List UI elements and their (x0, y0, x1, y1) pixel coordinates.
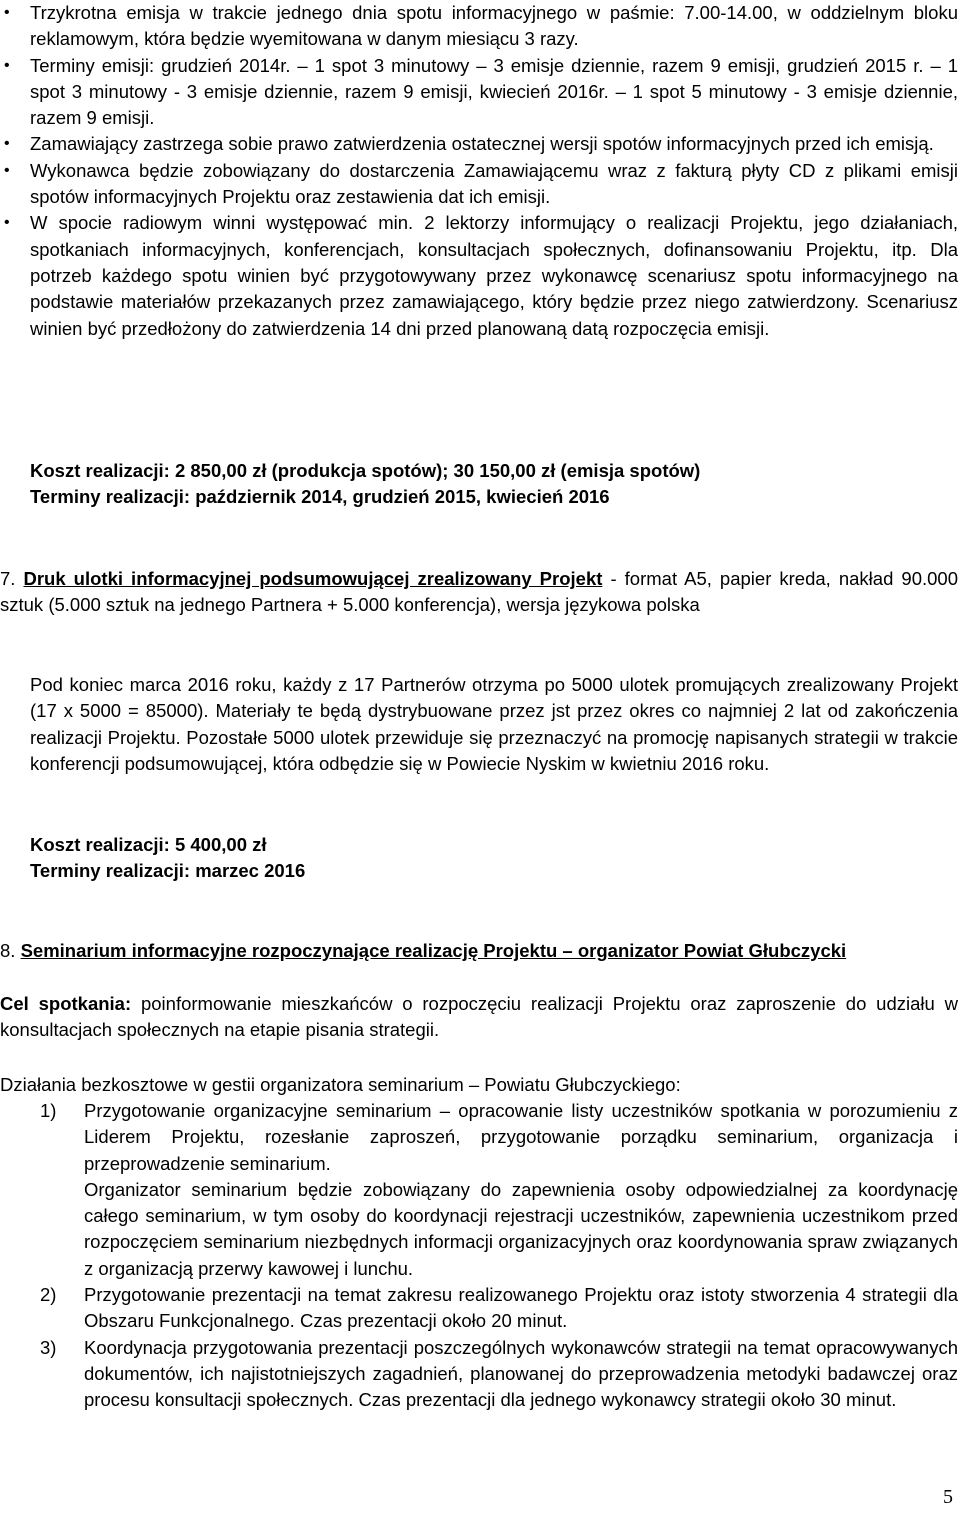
section7-heading (0, 566, 958, 619)
section7-number: 7. (0, 568, 16, 589)
bullet-item: • Trzykrotna emisja w trakcie jednego dnia spotu informacyjnego w paśmie: 7.00-14.00, w oddzielnym bloku reklamowym, która będzie wyemitowana w danym miesiącu 3 razy. (30, 0, 958, 53)
section6-cost: Koszt realizacji: 2 850,00 zł (produkcja spotów); 30 150,00 zł (emisja spotów) (30, 460, 701, 481)
section7-description: - format A5, papier kreda, nakład 90.000 sztuk (5.000 sztuk na jednego Partnera + 5.000 konferencja), wersja językowa polska (0, 568, 958, 616)
section7-paragraph: Pod koniec marca 2016 roku, każdy z 17 Partnerów otrzyma po 5000 ulotek promujących zrealizowany Projekt (17 x 5000 = 85000). Materiały te będą dystrybuowane przez jst przez okres co najmniej 2 lat od zakończenia realizacji Projektu. Pozostałe 5000 ulotek przewiduje się przeznaczyć na promocję napisanych strategii w trakcie konferencji podsumowującej, która odbędzie się w Powiecie Nyskim w kwietniu 2016 roku. (30, 674, 958, 774)
action-item-text: Przygotowanie organizacyjne seminarium – opracowanie listy uczestników spotkania w porozumieniu z Liderem Projektu, rozesłanie zaproszeń, przygotowanie porządku seminarium, organizacja i przeprowadzenie seminarium. (84, 1100, 958, 1174)
page-number: 5 (943, 1486, 953, 1508)
bullet-item: • Wykonawca będzie zobowiązany do dostarczenia Zamawiającemu wraz z fakturą płyty CD z plikami emisji spotów informacyjnych Projektu oraz zestawienia dat ich emisji. (30, 158, 958, 211)
action-item (40, 1282, 958, 1335)
section6-terms: Terminy realizacji: październik 2014, grudzień 2015, kwiecień 2016 (30, 486, 610, 507)
action-item-label: 1) (40, 1100, 57, 1121)
section8-heading (0, 938, 958, 964)
section7-cost: Koszt realizacji: 5 400,00 zł (30, 834, 267, 855)
section7-terms: Terminy realizacji: marzec 2016 (30, 860, 306, 881)
actions-intro: Działania bezkosztowe w gestii organizatora seminarium – Powiatu Głubczyckiego: (0, 1074, 681, 1095)
actions-list (40, 1098, 958, 1414)
action-item (40, 1335, 958, 1414)
action-item-text: Koordynacja przygotowania prezentacji poszczególnych wykonawców strategii na temat opracowywanych dokumentów, ich najistotniejszych zagadnień, planowanej do przeprowadzenia metodyki badawczej oraz procesu konsultacji społecznych. Czas prezentacji dla jednego wykonawcy strategii około 30 minut. (84, 1336, 958, 1411)
action-item (40, 1098, 958, 1282)
goal-label: Cel spotkania: (0, 993, 132, 1014)
section8-number: 8. (0, 940, 16, 961)
action-item-text: Przygotowanie prezentacji na temat zakresu realizowanego Projektu oraz istoty stworzenia 4 strategii dla Obszaru Funkcjonalnego. Czas prezentacji około 20 minut. (84, 1284, 958, 1332)
section8-title: Seminarium informacyjne rozpoczynające realizację Projektu – organizator Powiat Głubczycki (20, 940, 847, 961)
bullet-item: • W spocie radiowym winni występować min. 2 lektorzy informujący o realizacji Projektu, jego działaniach, spotkaniach informacyjnych, konferencjach, konsultacjach społecznych, dofinansowaniu Projektu, itp. Dla potrzeb każdego spotu winien być przygotowywany przez wykonawcę scenariusz spotu informacyjnego na podstawie materiałów przekazanych przez zamawiającego, który będzie przez niego zatwierdzony. Scenariusz winien być przedłożony do zatwierdzenia 14 dni przed planowaną datą rozpoczęcia emisji. (30, 210, 958, 341)
section8-goal (0, 991, 958, 1044)
action-item-label: 3) (40, 1336, 57, 1358)
action-item-extra: Organizator seminarium będzie zobowiązany do zapewnienia osoby odpowiedzialnej za koordynację całego seminarium, w tym osoby do koordynacji rejestracji uczestników, zapewnienia uczestnikom przed rozpoczęciem seminarium niezbędnych informacji organizacyjnych oraz koordynowania spraw związanych z organizacją przerwy kawowej i lunchu. (84, 1178, 958, 1279)
goal-text: poinformowanie mieszkańców o rozpoczęciu realizacji Projektu oraz zaproszenie do udziału w konsultacjach społecznych na etapie pisania strategii. (0, 993, 958, 1041)
action-item-label: 2) (40, 1284, 57, 1306)
emission-bullet-list (30, 0, 958, 342)
bullet-item: • Terminy emisji: grudzień 2014r. – 1 spot 3 minutowy – 3 emisje dziennie, razem 9 emisji, grudzień 2015 r. – 1 spot 3 minutowy - 3 emisje dziennie, razem 9 emisji, kwiecień 2016r. – 1 spot 5 minutowy - 3 emisje dziennie, razem 9 emisji. (30, 53, 958, 132)
bullet-item: • Zamawiający zastrzega sobie prawo zatwierdzenia ostatecznej wersji spotów informacyjnych przed ich emisją. (30, 131, 958, 157)
section7-title: Druk ulotki informacyjnej podsumowującej zrealizowany Projekt (23, 568, 603, 589)
